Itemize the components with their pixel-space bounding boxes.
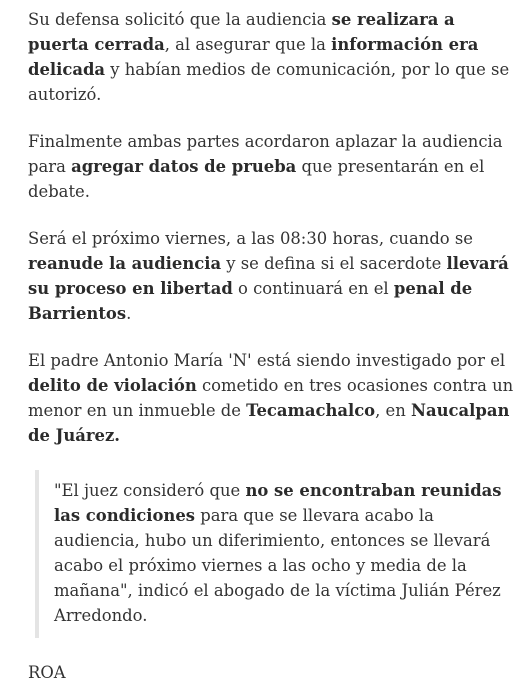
text-segment: cometido en tres ocasiones contra un menor en un inmueble de — [28, 376, 514, 420]
text-segment-bold: penal de Barrientos — [28, 279, 473, 323]
text-segment-bold: información era delicada — [28, 35, 479, 79]
text-segment: para que se llevara acabo la audiencia, hubo un diferimiento, entonces se llevará acabo el próximo viernes a las ocho y media de la mañana", indicó el abogado de la víctima Julián Pérez Arredondo. — [54, 506, 501, 625]
text-segment-bold: se realizara a puerta cerrada — [28, 10, 455, 54]
text-segment: , en — [375, 401, 412, 420]
lawyer-quote — [35, 470, 520, 638]
text-segment-bold: reanude la audiencia — [28, 254, 222, 273]
text-segment: . — [126, 304, 132, 323]
text-segment: que presentarán en el debate. — [28, 157, 485, 201]
text-segment-bold: Tecamachalco — [246, 401, 376, 420]
paragraph-next-hearing — [28, 226, 520, 326]
text-segment-bold: agregar datos de prueba — [71, 157, 297, 176]
quote-text — [54, 478, 520, 628]
paragraph-hearing-postponed — [28, 129, 520, 204]
text-segment: , al asegurar que la — [164, 35, 332, 54]
text-segment: El padre Antonio María 'N' está siendo investigado por el — [28, 351, 506, 370]
text-segment: Será el próximo viernes, a las 08:30 horas, cuando se — [28, 229, 473, 248]
text-segment: y habían medios de comunicación, por lo que se autorizó. — [28, 60, 510, 104]
text-segment-bold: delito de violación — [28, 376, 197, 395]
text-segment-bold: no se encontraban reunidas las condiciones — [54, 481, 502, 525]
text-segment: o continuará en el — [232, 279, 394, 298]
paragraph-defense-request — [28, 7, 520, 107]
text-segment-bold: llevará su proceso en libertad — [28, 254, 509, 298]
text-segment: y se defina si el sacerdote — [221, 254, 447, 273]
author-signature: ROA — [28, 663, 66, 682]
text-segment-bold: Naucalpan de Juárez. — [28, 401, 510, 445]
text-segment: Finalmente ambas partes acordaron aplazar la audiencia para — [28, 132, 503, 176]
text-segment: "El juez consideró que — [54, 481, 246, 500]
text-segment: Su defensa solicitó que la audiencia — [28, 10, 332, 29]
paragraph-investigation — [28, 348, 520, 448]
